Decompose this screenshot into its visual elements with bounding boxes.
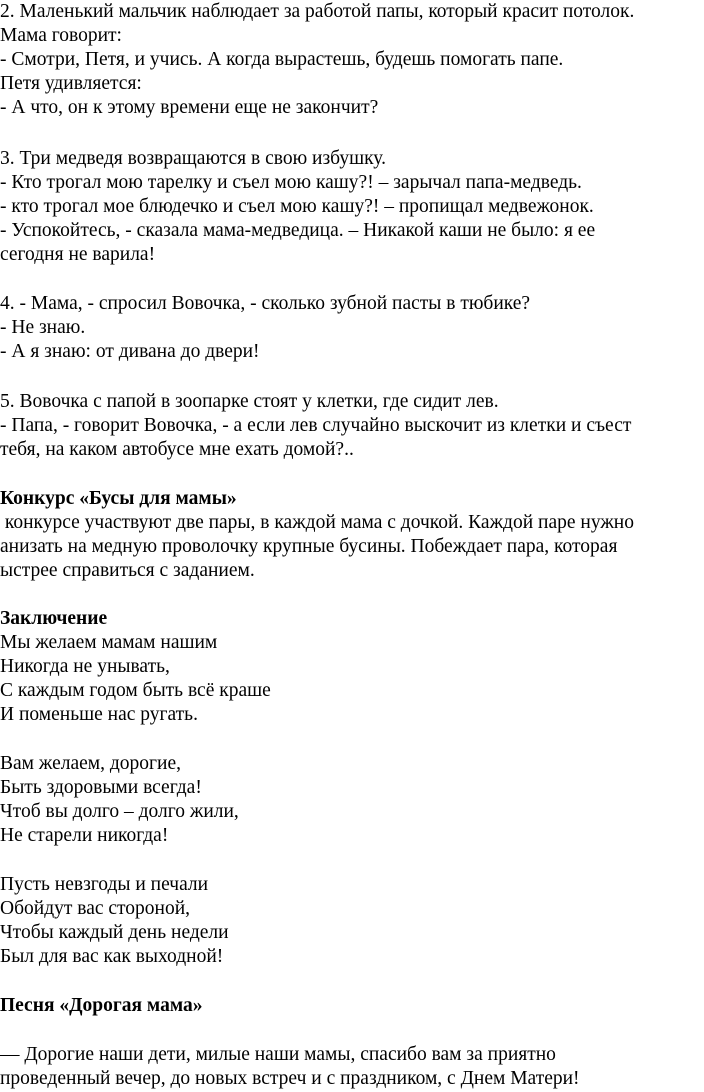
joke3-line-1: 3. Три медведя возвращаются в свою избушку. — [0, 148, 386, 169]
joke4-line-3: - А я знаю: от дивана до двери! — [0, 341, 260, 362]
poem-line: Никогда не унывать, — [0, 656, 170, 677]
song-title: Песня «Дорогая мама» — [0, 995, 203, 1016]
poem-line: С каждым годом быть всё краше — [0, 680, 271, 701]
conclusion-title: Заключение — [0, 608, 108, 629]
contest-line-1: конкурсе участвуют две пары, в каждой мама с дочкой. Каждой паре нужно — [0, 512, 634, 533]
contest-line-2: анизать на медную проволочку крупные бусины. Побеждает пара, которая — [0, 536, 618, 557]
joke4-line-1: 4. - Мама, - спросил Вовочка, - сколько зубной пасты в тюбике? — [0, 293, 531, 314]
joke2-line-4: Петя удивляется: — [0, 73, 142, 94]
poem-line: И поменьше нас ругать. — [0, 704, 198, 725]
poem-line: Чтоб вы долго – долго жили, — [0, 801, 239, 822]
poem-line: Мы желаем мамам нашим — [0, 632, 218, 653]
joke3-line-4: - Успокойтесь, - сказала мама-медведица. – Никакой каши не было: я ее — [0, 220, 596, 241]
joke3-line-5: сегодня не варила! — [0, 244, 156, 265]
joke4-line-2: - Не знаю. — [0, 317, 86, 338]
closing-line-1: — Дорогие наши дети, милые наши мамы, спасибо вам за приятно — [0, 1044, 556, 1065]
joke2-line-1: 2. Маленький мальчик наблюдает за работой папы, который красит потолок. — [0, 1, 635, 22]
poem-line: Чтобы каждый день недели — [0, 922, 229, 943]
joke5-line-3: тебя, на каком автобусе мне ехать домой?.. — [0, 439, 354, 460]
joke2-line-2: Мама говорит: — [0, 25, 122, 46]
contest-title: Конкурс «Бусы для мамы» — [0, 488, 237, 509]
poem-line: Не старели никогда! — [0, 825, 169, 846]
poem-line: Быть здоровыми всегда! — [0, 777, 202, 798]
contest-line-3: ыстрее справиться с заданием. — [0, 560, 255, 581]
joke5-line-1: 5. Вовочка с папой в зоопарке стоят у клетки, где сидит лев. — [0, 391, 499, 412]
joke5-line-2: - Папа, - говорит Вовочка, - а если лев случайно выскочит из клетки и съест — [0, 415, 632, 436]
joke2-line-5: - А что, он к этому времени еще не закончит? — [0, 97, 379, 118]
joke3-line-2: - Кто трогал мою тарелку и съел мою кашу?! – зарычал папа-медведь. — [0, 172, 582, 193]
closing-line-2: проведенный вечер, до новых встреч и с праздником, с Днем Матери! — [0, 1068, 580, 1089]
poem-line: Обойдут вас стороной, — [0, 898, 191, 919]
poem-line: Был для вас как выходной! — [0, 946, 224, 967]
poem-line: Пусть невзгоды и печали — [0, 874, 209, 895]
poem-line: Вам желаем, дорогие, — [0, 753, 182, 774]
joke2-line-3: - Смотри, Петя, и учись. А когда вырастешь, будешь помогать папе. — [0, 49, 564, 70]
joke3-line-3: - кто трогал мое блюдечко и съел мою кашу?! – пропищал медвежонок. — [0, 196, 594, 217]
